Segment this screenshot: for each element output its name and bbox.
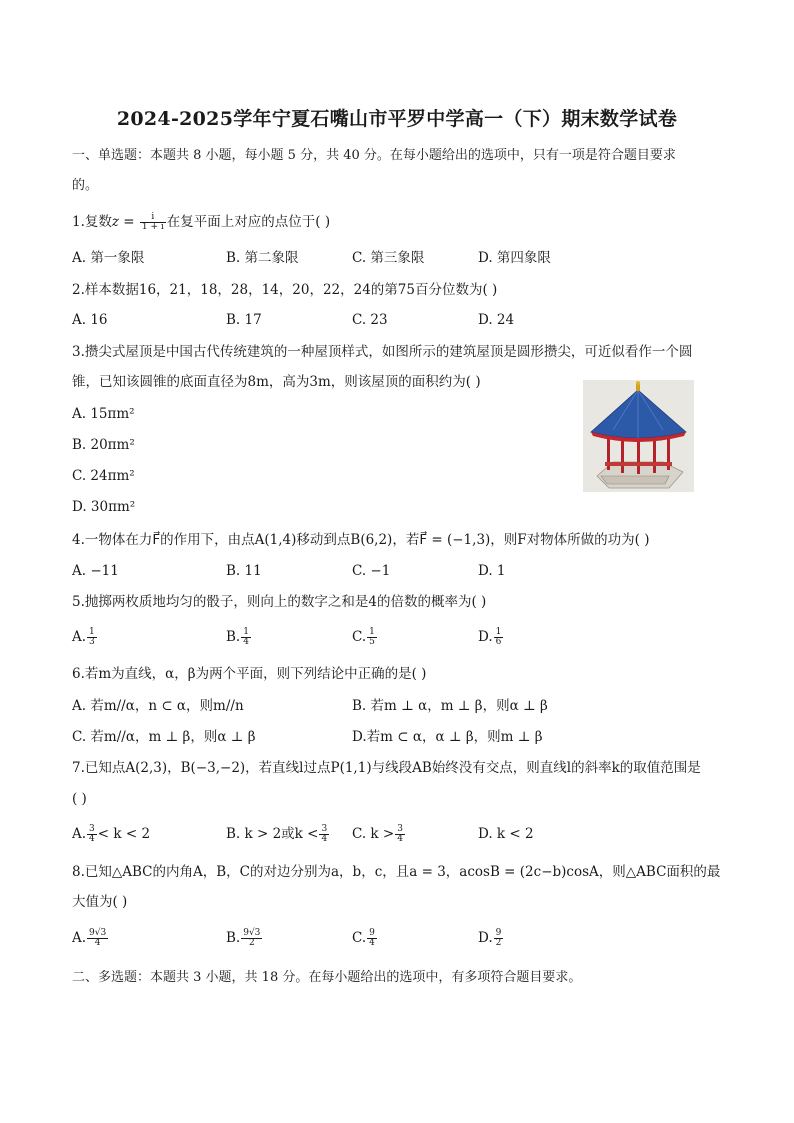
q5-option-a-label: A. [72,629,87,645]
q5-option-d-label: D. [478,629,493,645]
question-7-line2: ( ) [72,791,87,807]
q7-option-b-prefix: B. k > 2或k < [226,826,319,842]
q7-option-b[interactable] [226,824,330,844]
question-3-line2: 锥，已知该圆锥的底面直径为8m，高为3m，则该屋顶的面积约为( ) [72,374,481,390]
exam-title: 2024-2025学年宁夏石嘴山市平罗中学高一（下）期末数学试卷 [116,108,678,130]
q7-option-a[interactable] [72,824,150,844]
q1-fraction-denominator: 1 + i [141,222,164,232]
q8-option-d-fraction [494,929,504,948]
q7-option-c-numerator: 3 [397,824,403,834]
section1-heading-line1: 一、单选题：本题共 8 小题，每小题 5 分，共 40 分。在每小题给出的选项中，只有一项是符合题目要求 [72,148,676,163]
q5-option-b-denominator: 4 [243,637,249,647]
q5-option-d-denominator: 6 [495,637,502,647]
q7-option-a-label: A. [72,826,87,842]
q7-option-b-denominator: 4 [321,834,328,844]
q5-option-a-denominator: 3 [89,637,95,647]
section1-heading-line2: 的。 [72,178,99,193]
q5-option-d-numerator: 1 [495,627,502,637]
q8-option-c-label: C. [352,930,367,946]
q2-option-a[interactable]: A. 16 [72,312,108,328]
q2-option-c[interactable]: C. 23 [352,312,388,328]
question-8-line1: 8.已知△ABC的内角A，B，C的对边分别为a，b，c，且a = 3，acosB = (2c−b)cosA，则△ABC面积的最 [72,864,721,880]
q1-option-c[interactable]: C. 第三象限 [352,250,425,266]
q5-option-a[interactable] [72,627,98,647]
q6-option-c[interactable]: C. 若m//α，m ⊥ β，则α ⊥ β [72,729,256,745]
q4-option-b[interactable]: B. 11 [226,563,262,579]
q4-option-d[interactable]: D. 1 [478,563,506,579]
section2-heading: 二、多选题：本题共 3 小题，共 18 分。在每小题给出的选项中，有多项符合题目要求。 [72,970,582,985]
q7-option-c-prefix: C. k > [352,826,395,842]
q8-option-b-numerator: 9√3 [243,928,261,938]
q8-option-d-label: D. [478,930,493,946]
question-8-line2: 大值为( ) [72,894,128,910]
q5-option-c-label: C. [352,629,367,645]
question-5: 5.抛掷两枚质地均匀的骰子，则向上的数字之和是4的倍数的概率为( ) [72,594,487,610]
q7-option-b-fraction [319,825,329,844]
question-1 [72,212,330,232]
q3-option-c[interactable]: C. 24πm² [72,468,135,484]
q5-option-c-numerator: 1 [369,627,375,637]
q1-fraction [140,213,166,232]
pavilion-railing [605,462,672,466]
q6-option-d[interactable]: D.若m ⊂ α，α ⊥ β，则m ⊥ β [352,729,543,745]
q5-option-a-numerator: 1 [89,627,95,637]
q1-option-d[interactable]: D. 第四象限 [478,250,551,266]
q8-option-d-denominator: 2 [495,938,502,948]
q3-option-a[interactable]: A. 15πm² [72,406,135,422]
q8-option-b[interactable] [226,928,263,948]
q7-option-a-denominator: 4 [89,834,95,844]
q7-option-b-numerator: 3 [321,824,328,834]
q4-option-c[interactable]: C. −1 [352,563,391,579]
q5-option-a-fraction [87,628,97,647]
pavilion-illustration [583,380,694,492]
q1-option-b[interactable]: B. 第二象限 [226,250,299,266]
q8-option-b-denominator: 2 [248,938,255,948]
pavilion-steps [601,476,669,484]
roof-finial-top [636,381,640,385]
q7-option-c-fraction [395,825,405,844]
question-7-line1: 7.已知点A(2,3)，B(−3,−2)，若直线l过点P(1,1)与线段AB始终没有交点，则直线l的斜率k的取值范围是 [72,760,701,776]
q8-option-a-denominator: 4 [94,938,101,948]
q1-prefix: 1.复数 [72,214,112,230]
q5-option-b[interactable] [226,627,252,647]
question-2: 2.样本数据16，21，18，28，14，20，22，24的第75百分位数为( ) [72,282,498,298]
q8-option-a-numerator: 9√3 [89,928,107,938]
q5-option-c-fraction [367,628,377,647]
q3-option-d[interactable]: D. 30πm² [72,499,136,515]
q8-option-b-fraction [241,929,262,948]
q8-option-a-fraction [87,929,108,948]
q4-option-a[interactable]: A. −11 [72,563,119,579]
q8-option-d[interactable] [478,928,504,948]
question-4: 4.一物体在力F⃗的作用下，由点A(1,4)移动到点B(6,2)，若F⃗ = (−1,3)，则F对物体所做的功为( ) [72,532,650,548]
q7-option-a-fraction [87,825,97,844]
q7-option-c[interactable] [352,824,406,844]
q7-option-a-numerator: 3 [89,824,95,834]
q8-option-c-numerator: 9 [369,928,375,938]
q5-option-b-fraction [241,628,251,647]
q5-option-c-denominator: 5 [369,637,375,647]
q1-suffix: 在复平面上对应的点位于( ) [166,214,331,230]
q8-option-a[interactable] [72,928,109,948]
q7-option-c-denominator: 4 [397,834,403,844]
q5-option-b-numerator: 1 [243,627,249,637]
q1-option-a[interactable]: A. 第一象限 [72,250,145,266]
q6-option-b[interactable]: B. 若m ⊥ α，m ⊥ β，则α ⊥ β [352,698,548,714]
q7-option-a-suffix: < k < 2 [97,826,151,842]
q1-fraction-numerator: i [140,213,166,223]
q8-option-c[interactable] [352,928,378,948]
q3-option-b[interactable]: B. 20πm² [72,437,135,453]
q2-option-b[interactable]: B. 17 [226,312,262,328]
q8-option-b-label: B. [226,930,241,946]
q7-option-d[interactable]: D. k < 2 [478,826,534,842]
q8-option-c-fraction [367,929,377,948]
question-6: 6.若m为直线，α，β为两个平面，则下列结论中正确的是( ) [72,666,427,682]
q2-option-d[interactable]: D. 24 [478,312,515,328]
q8-option-d-numerator: 9 [495,928,502,938]
q5-option-d[interactable] [478,627,504,647]
q6-option-a[interactable]: A. 若m//α，n ⊂ α，则m//n [72,698,244,714]
q8-option-c-denominator: 4 [369,938,375,948]
q5-option-b-label: B. [226,629,241,645]
question-3-line1: 3.攒尖式屋顶是中国古代传统建筑的一种屋顶样式，如图所示的建筑屋顶是圆形攒尖，可近似看作一个圆 [72,344,693,360]
q5-option-c[interactable] [352,627,378,647]
q5-option-d-fraction [494,628,504,647]
q8-option-a-label: A. [72,930,87,946]
q1-variable: z = [111,214,139,230]
